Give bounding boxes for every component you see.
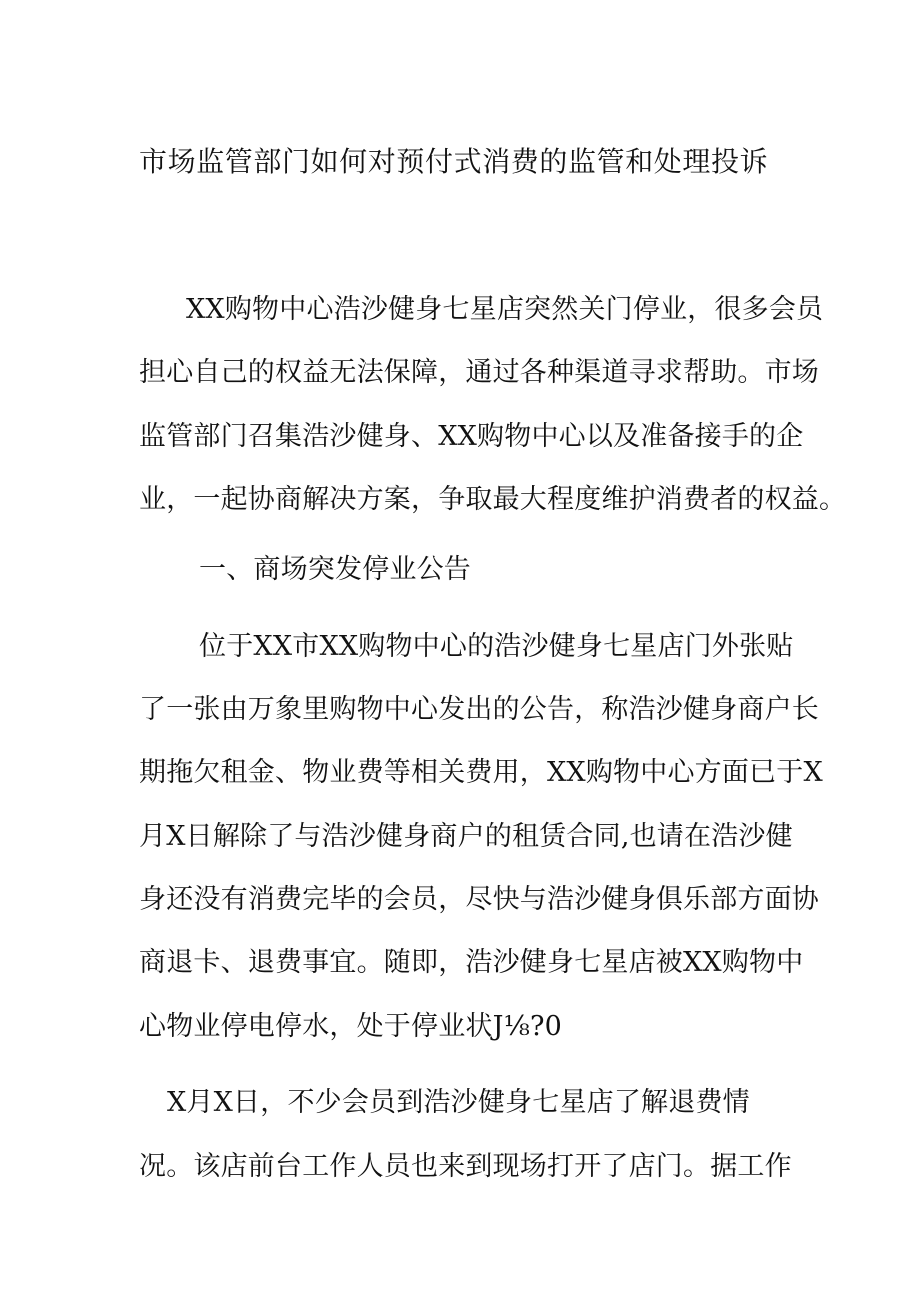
paragraph-2-line: 心物业停电停水，处于停业状J⅛?0 bbox=[139, 1011, 563, 1042]
paragraph-2-line: 位于XX市XX购物中心的浩沙健身七星店门外张贴 bbox=[199, 631, 794, 662]
paragraph-2-line: 期拖欠租金、物业费等相关费用，XX购物中心方面已于X bbox=[139, 757, 823, 788]
paragraph-3-line: X月X日，不少会员到浩沙健身七星店了解退费情 bbox=[167, 1087, 750, 1118]
paragraph-1-line: 业，一起协商解决方案，争取最大程度维护消费者的权益。 bbox=[139, 484, 847, 515]
document-title: 市场监管部门如何对预付式消费的监管和处理投诉 bbox=[139, 145, 769, 178]
paragraph-2-line: 身还没有消费完毕的会员，尽快与浩沙健身俱乐部方面协 bbox=[139, 884, 819, 915]
paragraph-2-line: 商退卡、退费事宜。随即，浩沙健身七星店被XX购物中 bbox=[139, 947, 804, 978]
paragraph-3-line: 况。该店前台工作人员也来到现场打开了店门。据工作 bbox=[139, 1151, 792, 1182]
paragraph-2-line: 了一张由万象里购物中心发出的公告，称浩沙健身商户长 bbox=[139, 694, 819, 725]
paragraph-1-line: 监管部门召集浩沙健身、XX购物中心以及准备接手的企 bbox=[139, 421, 804, 452]
paragraph-2-line: 月X日解除了与浩沙健身商户的租赁合同,也请在浩沙健 bbox=[139, 821, 793, 852]
section-heading: 一、商场突发停业公告 bbox=[199, 554, 471, 585]
paragraph-1-line: 担心自己的权益无法保障，通过各种渠道寻求帮助。市场 bbox=[139, 357, 819, 388]
paragraph-1-line: XX购物中心浩沙健身七星店突然关门停业，很多会员 bbox=[186, 294, 824, 325]
